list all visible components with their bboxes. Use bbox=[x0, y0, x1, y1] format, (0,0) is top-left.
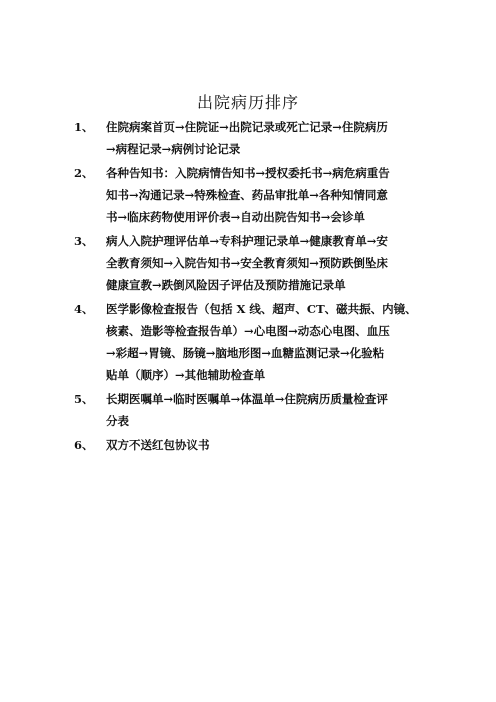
item-text-line: 书→临床药物使用评价表→自动出院告知书→会诊单 bbox=[106, 210, 365, 224]
list-item bbox=[74, 434, 454, 456]
item-text-line: 分表 bbox=[106, 414, 129, 428]
item-text-line: 核素、造影等检查报告单）→心电图→动态心电图、血压 bbox=[106, 324, 390, 338]
item-number: 1、 bbox=[74, 120, 94, 134]
list-item bbox=[74, 116, 454, 160]
list-item bbox=[74, 388, 454, 432]
item-text-line: 病人入院护理评估单→专科护理记录单→健康教育单→安 bbox=[106, 234, 388, 248]
item-text-line: 知书→沟通记录→特殊检查、药品审批单→各种知情同意 bbox=[106, 188, 388, 202]
list-item bbox=[74, 230, 454, 296]
item-text-line: 全教育须知→入院告知书→安全教育须知→预防跌倒坠床 bbox=[106, 256, 388, 270]
item-number: 3、 bbox=[74, 234, 94, 248]
item-text-line: →病程记录→病例讨论记录 bbox=[106, 142, 241, 156]
item-text-line: 各种告知书：入院病情告知书→授权委托书→病危病重告 bbox=[106, 166, 390, 180]
item-number: 6、 bbox=[74, 438, 94, 452]
item-text-line: 双方不送红包协议书 bbox=[106, 438, 210, 452]
item-text-line: →彩超→胃镜、肠镜→脑地形图→血糖监测记录→化验粘 bbox=[106, 346, 385, 360]
item-number: 4、 bbox=[74, 302, 94, 316]
item-text-line: 医学影像检查报告（包括 X 线、超声、CT、磁共振、内镜、 bbox=[106, 302, 417, 316]
list-item bbox=[74, 298, 454, 386]
item-text-line: 长期医嘱单→临时医嘱单→体温单→住院病历质量检查评 bbox=[106, 392, 388, 406]
item-text-line: 健康宣教→跌倒风险因子评估及预防措施记录单 bbox=[106, 278, 346, 292]
item-text-line: 贴单（顺序）→其他辅助检查单 bbox=[106, 368, 266, 382]
page-title: 出院病历排序 bbox=[196, 93, 299, 112]
list-item bbox=[74, 162, 454, 228]
item-number: 5、 bbox=[74, 392, 94, 406]
item-text-line: 住院病案首页→住院证→出院记录或死亡记录→住院病历 bbox=[106, 120, 388, 134]
item-number: 2、 bbox=[74, 166, 94, 180]
ordering-list bbox=[74, 116, 454, 458]
